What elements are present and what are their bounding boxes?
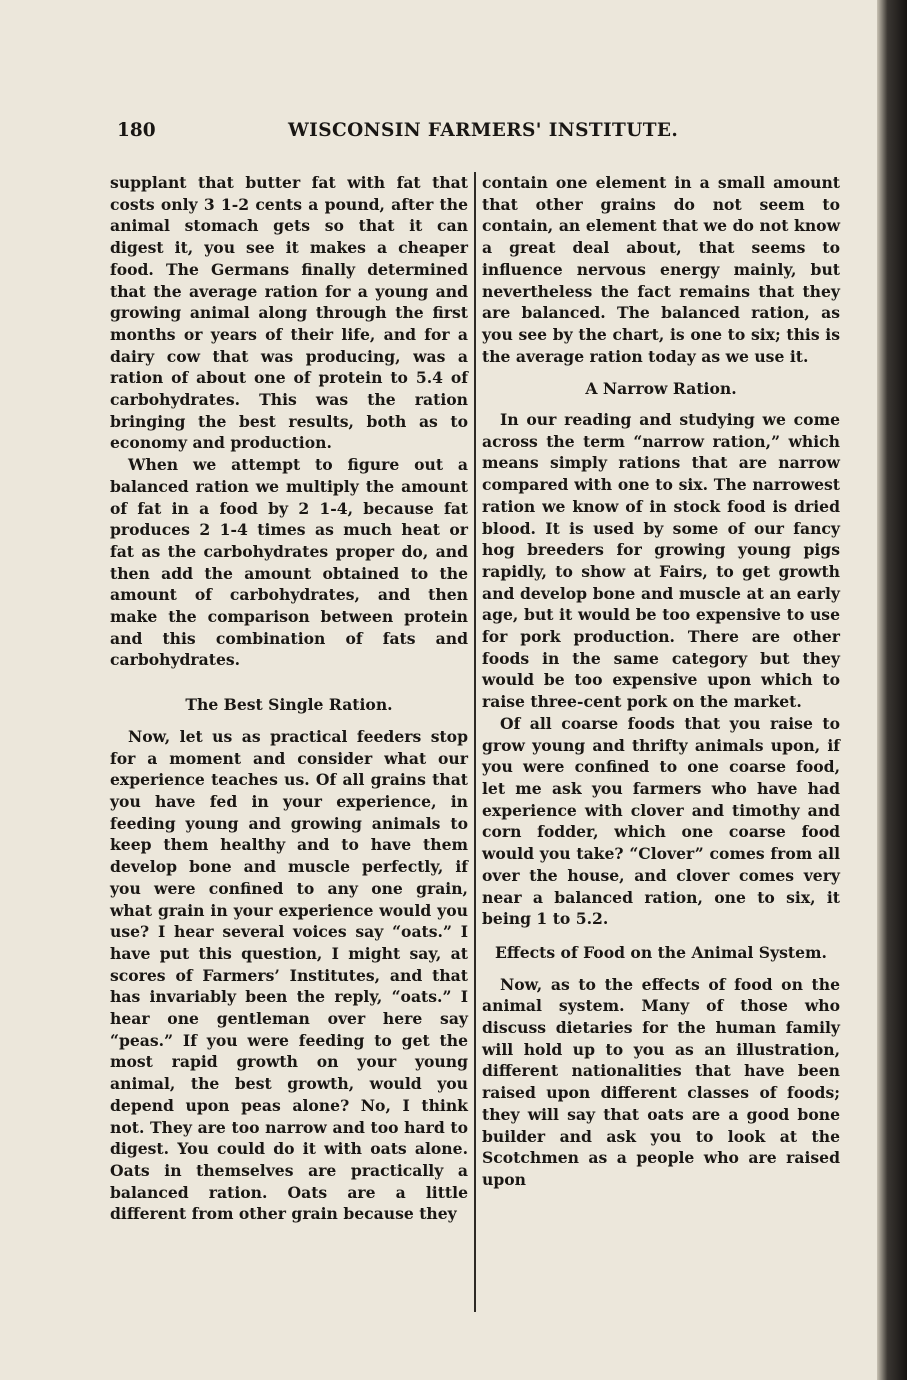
right-column (482, 172, 840, 1191)
page-number: 180 (117, 120, 156, 141)
paragraph: Now, let us as practical feeders stop for a moment and consider what our experience teaches us. Of all grains that you have fed in your experience, in feeding young and growing animals to keep them healthy and to have them develop bone and muscle perfectly, if you were confined to any one grain, what grain in your experience would you use? I hear several voices say “oats.” I have put this question, I might say, at scores of Farmers’ Institutes, and that has invariably been the reply, “oats.” I hear one gentleman over here say “peas.” If you were feeding to get the most rapid growth on your young animal, the best growth, would you depend upon peas alone? No, I think not. They are too narrow and too hard to digest. You could do it with oats alone. Oats in themselves are practically a balanced ration. Oats are a little different from other grain because they (110, 726, 468, 1224)
paragraph: Now, as to the effects of food on the animal system. Many of those who discuss dietaries for the human family will hold up to you as an illustration, different nationalities that have been raised upon different classes of foods; they will say that oats are a good bone builder and ask you to look at the Scotchmen as a people who are raised upon (482, 974, 840, 1189)
paragraph: When we attempt to figure out a balanced ration we multiply the amount of fat in a food by 2 1-4, because fat produces 2 1-4 times as much heat or fat as the carbohydrates proper do, and then add the amount obtained to the amount of carbohydrates, and then make the comparison between protein and this combination of fats and carbohydrates. (110, 455, 468, 670)
section-heading: Effects of Food on the Animal System. (495, 942, 827, 962)
paragraph: Of all coarse foods that you raise to grow young and thrifty animals upon, if you were confined to one coarse food, let me ask you farmers who have had experience with clover and timothy and corn fodder, which one coarse food would you take? “Clover” comes from all over the house, and clover comes very near a balanced ration, one to six, it being 1 to 5.2. (482, 713, 840, 929)
running-head: WISCONSIN FARMERS' INSTITUTE. (288, 120, 679, 141)
section-heading: The Best Single Ration. (185, 695, 393, 715)
paragraph: In our reading and studying we come across the term “narrow ration,” which means simply rations that are narrow compared with one to six. The narrowest ration we know of in stock food is dried blood. It is used by some of our fancy hog breeders for growing young pigs rapidly, to show at Fairs, to get growth and develop bone and muscle at an early age, but it would be too expensive to use for pork production. There are other foods in the same category but they would be too expensive upon which to raise three-cent pork on the market. (482, 410, 840, 712)
left-column (110, 172, 468, 1225)
book-spine-shadow (877, 0, 907, 1380)
paragraph: contain one element in a small amount that other grains do not seem to contain, an element that we do not know a great deal about, that seems to influence nervous energy mainly, but nevertheless the fact remains that they are balanced. The balanced ration, as you see by the chart, is one to six; this is the average ration today as we use it. (482, 173, 840, 366)
paragraph: supplant that butter fat with fat that costs only 3 1-2 cents a pound, after the animal stomach gets so that it can digest it, you see it makes a cheaper food. The Germans finally determined that the average ration for a young and growing animal along through the first months or years of their life, and for a dairy cow that was producing, was a ration of about one of protein to 5.4 of carbohydrates. This was the ration bringing the best results, both as to economy and production. (110, 173, 468, 453)
page-header (117, 120, 679, 150)
section-heading: A Narrow Ration. (585, 379, 737, 399)
column-divider (474, 172, 476, 1312)
